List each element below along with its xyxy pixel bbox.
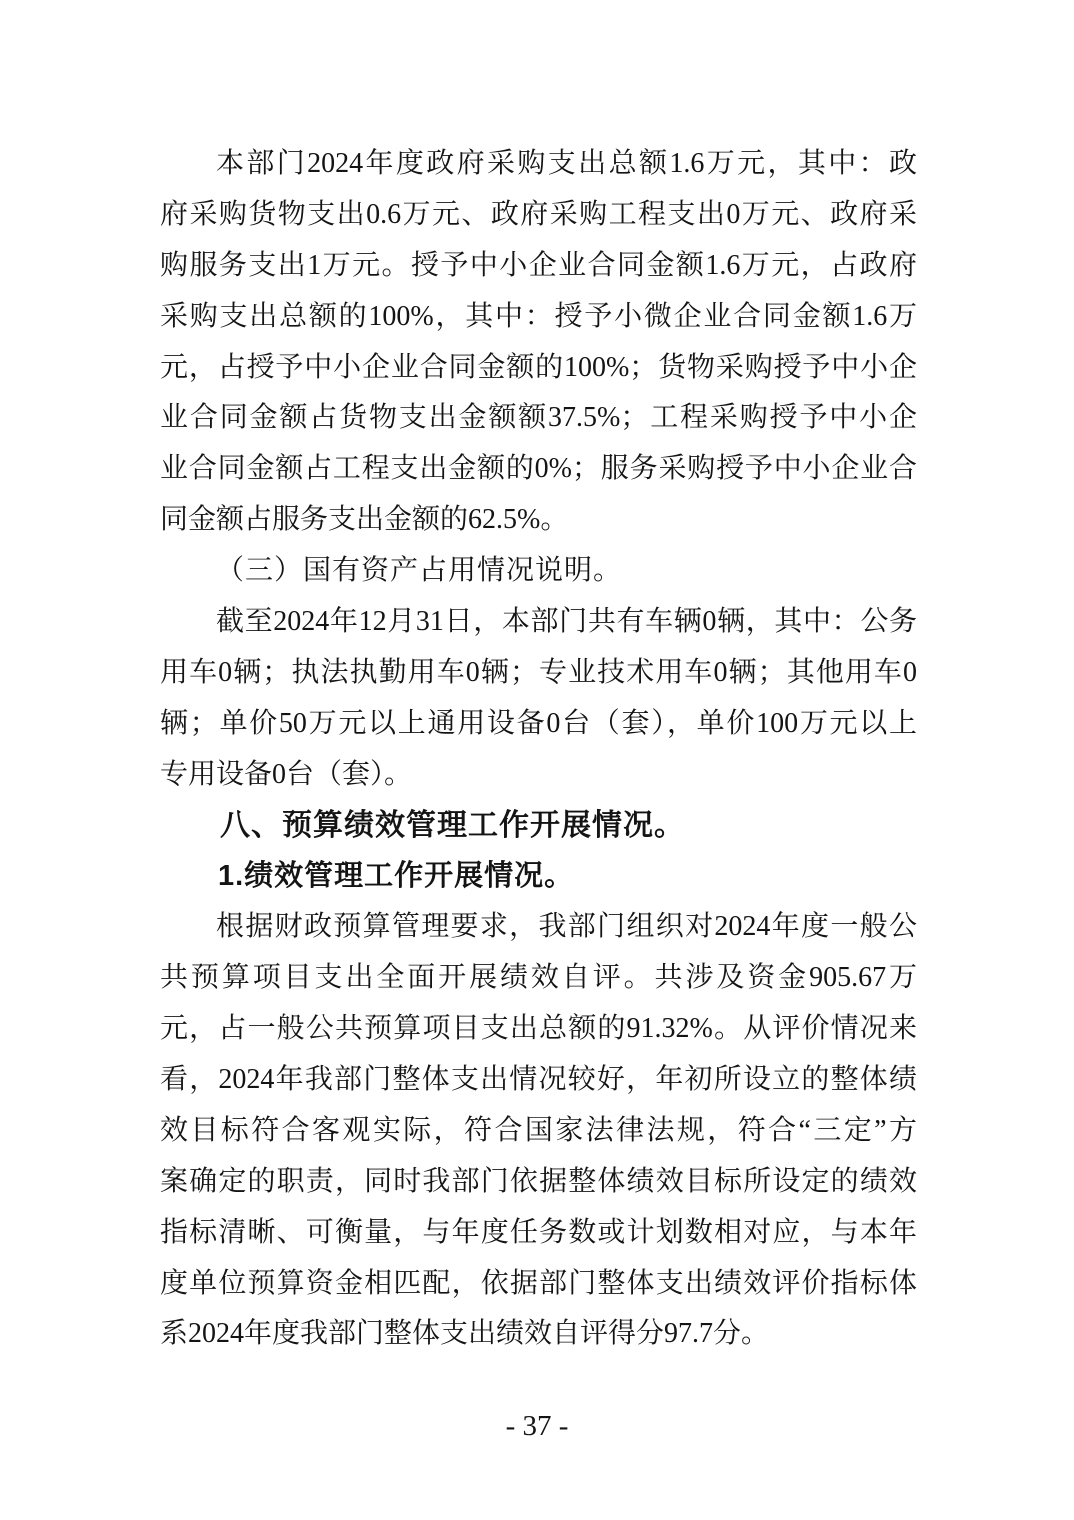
- text-line: （三）国有资产占用情况说明。: [216, 555, 623, 587]
- text-line: 共预算项目支出全面开展绩效自评。共涉及资金905.67万: [160, 962, 917, 994]
- text-line: 指标清晰、可衡量，与年度任务数或计划数相对应，与本年: [160, 1216, 917, 1248]
- text-line: 府采购货物支出0.6万元、政府采购工程支出0万元、政府采: [160, 198, 917, 230]
- text-line: 同金额占服务支出金额的62.5%。: [160, 504, 569, 536]
- text-line: 采购支出总额的100%，其中：授予小微企业合同金额1.6万: [160, 300, 917, 332]
- text-line: 购服务支出1万元。授予中小企业合同金额1.6万元，占政府: [160, 249, 917, 281]
- text-line: 本部门2024年度政府采购支出总额1.6万元，其中：政: [216, 148, 917, 179]
- paragraph-section-eight-heading: [160, 801, 917, 852]
- document-body: [160, 139, 917, 1360]
- text-line: 效目标符合客观实际，符合国家法律法规，符合“三定”方: [160, 1114, 917, 1146]
- text-line: 根据财政预算管理要求，我部门组织对2024年度一般公: [216, 911, 917, 943]
- text-line: 业合同金额占货物支出金额额37.5%；工程采购授予中小企: [160, 402, 917, 434]
- text-line: 业合同金额占工程支出金额的0%；服务采购授予中小企业合: [160, 453, 917, 485]
- text-line: 看，2024年我部门整体支出情况较好，年初所设立的整体绩: [160, 1064, 917, 1096]
- text-line: 1.绩效管理工作开展情况。: [218, 860, 575, 893]
- paragraph-state-assets-heading: [160, 546, 917, 597]
- text-line: 系2024年度我部门整体支出绩效自评得分97.7分。: [160, 1318, 770, 1350]
- paragraph-performance-body: [160, 902, 917, 1360]
- paragraph-performance-subheading: [160, 851, 917, 902]
- text-line: 专用设备0台（套）。: [160, 758, 413, 790]
- text-line: 八、预算绩效管理工作开展情况。: [220, 808, 685, 842]
- paragraph-procurement-summary: [160, 139, 917, 546]
- text-line: 用车0辆；执法执勤用车0辆；专业技术用车0辆；其他用车0: [160, 656, 917, 688]
- text-line: 辆；单价50万元以上通用设备0台（套），单价100万元以上: [160, 707, 917, 739]
- text-line: 案确定的职责，同时我部门依据整体绩效目标所设定的绩效: [160, 1165, 917, 1197]
- page-number: - 37 -: [505, 1410, 569, 1442]
- text-line: 元，占一般公共预算项目支出总额的91.32%。从评价情况来: [160, 1013, 917, 1045]
- text-line: 元，占授予中小企业合同金额的100%；货物采购授予中小企: [160, 351, 917, 383]
- paragraph-state-assets-body: [160, 597, 917, 801]
- text-line: 截至2024年12月31日，本部门共有车辆0辆，其中：公务: [216, 606, 917, 638]
- text-line: 度单位预算资金相匹配，依据部门整体支出绩效评价指标体: [160, 1267, 917, 1299]
